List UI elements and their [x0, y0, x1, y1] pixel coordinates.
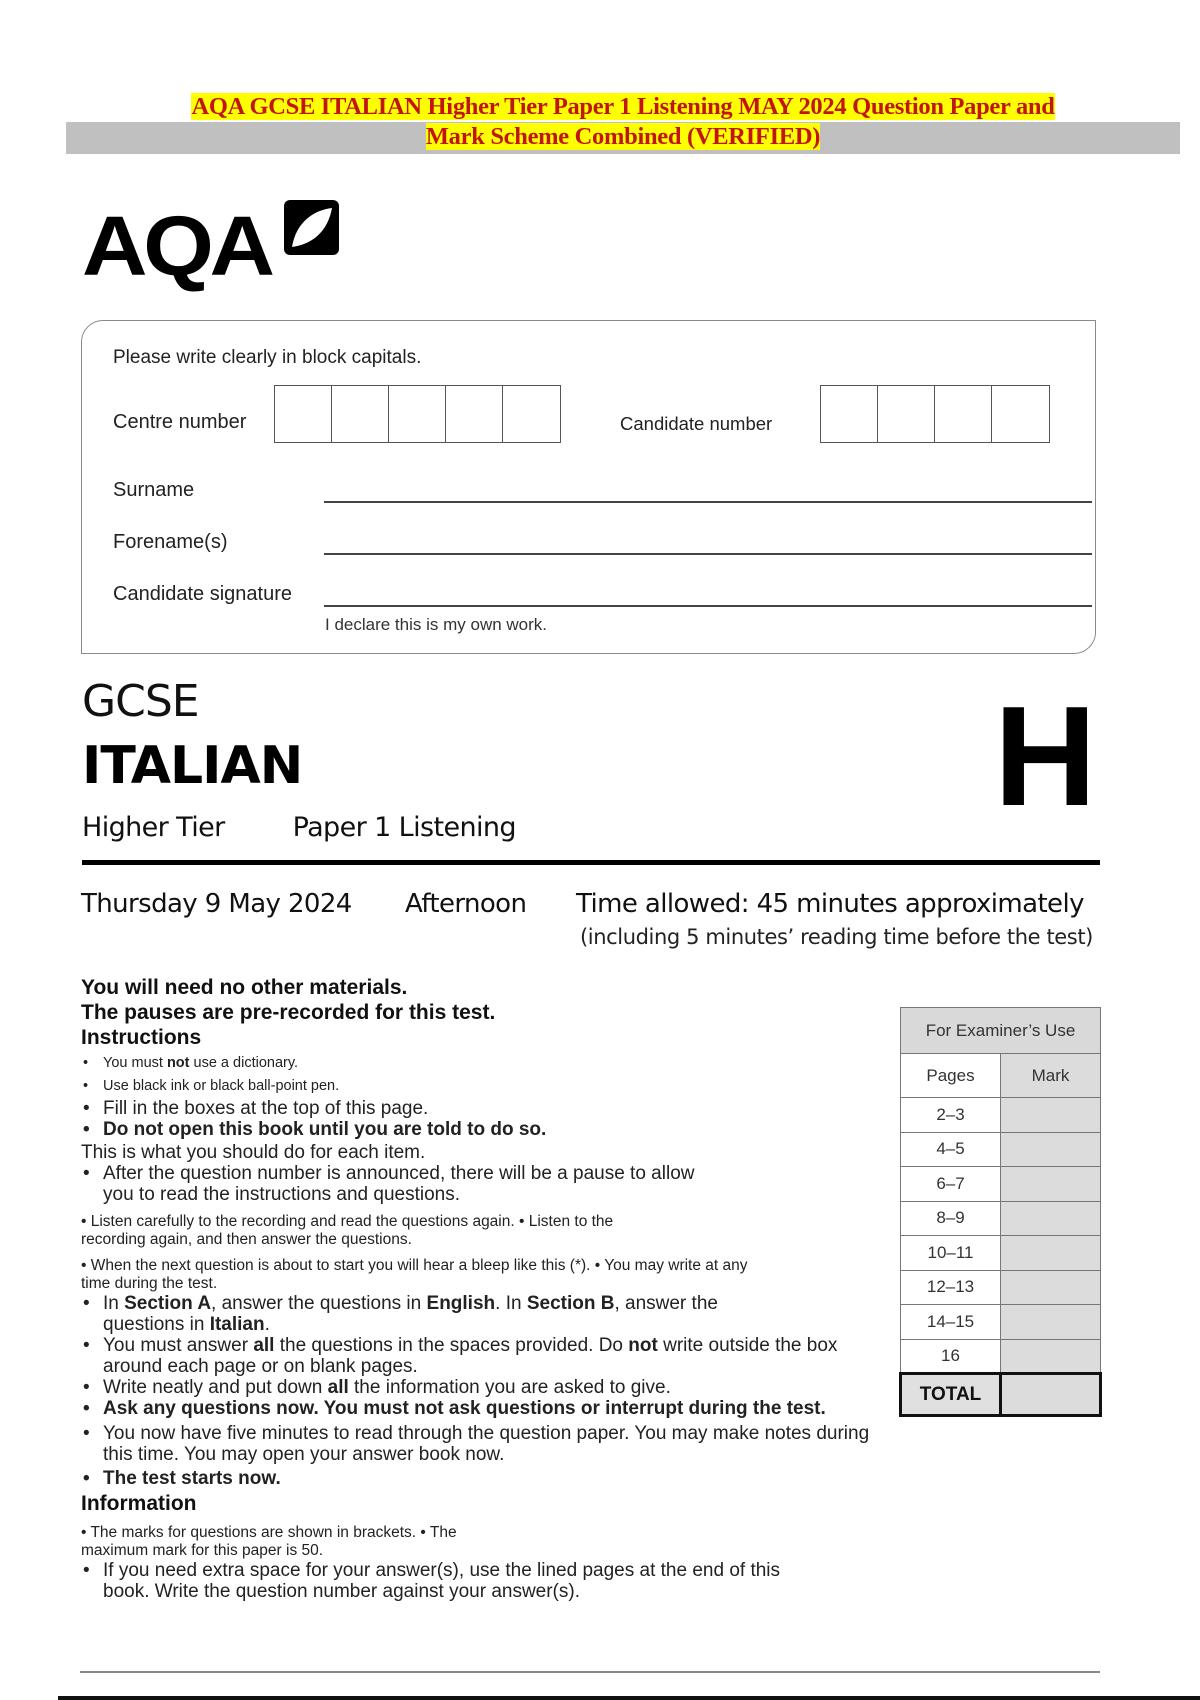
table-row [901, 1098, 1101, 1133]
pages-cell: 14–15 [901, 1305, 1001, 1340]
centre-number-digit-4[interactable] [446, 386, 503, 442]
qualification-title: GCSE [82, 676, 199, 727]
total-row [901, 1374, 1101, 1416]
title-divider [82, 860, 1100, 865]
candidate-number-input[interactable] [820, 385, 1050, 443]
reading-time-note: (including 5 minutes’ reading time before the test) [580, 925, 1093, 949]
candidate-number-digit-2[interactable] [878, 386, 935, 442]
table-row [901, 1339, 1101, 1374]
instructions-heading: Instructions [81, 1026, 202, 1049]
surname-label: Surname [113, 479, 195, 501]
candidate-number-digit-4[interactable] [992, 386, 1049, 442]
declaration-text: I declare this is my own work. [325, 615, 548, 634]
pages-cell: 10–11 [901, 1236, 1001, 1271]
centre-number-input[interactable] [274, 385, 561, 443]
table-row [901, 1167, 1101, 1202]
centre-number-digit-1[interactable] [275, 386, 332, 442]
mark-cell [1001, 1270, 1101, 1305]
total-mark-cell [1001, 1374, 1101, 1416]
banner-line-2: Mark Scheme Combined (VERIFIED) [425, 123, 821, 150]
candidate-number-label: Candidate number [620, 413, 773, 434]
pages-cell: 4–5 [901, 1132, 1001, 1167]
candidate-details-box [81, 320, 1096, 654]
tier-label: Higher Tier [82, 812, 225, 843]
candidate-number-digit-1[interactable] [821, 386, 878, 442]
aqa-logo [82, 200, 352, 295]
aqa-leaf-mark-icon [284, 200, 339, 255]
centre-number-digit-2[interactable] [332, 386, 389, 442]
table-row [901, 1201, 1101, 1236]
document-banner-title [66, 92, 1180, 152]
examiner-use-table [899, 1007, 1102, 1417]
instructions-section [81, 975, 881, 1602]
banner-line-1: AQA GCSE ITALIAN Higher Tier Paper 1 Listening MAY 2024 Question Paper and [191, 93, 1055, 120]
signature-field[interactable] [324, 605, 1092, 607]
table-row [901, 1270, 1101, 1305]
mark-cell [1001, 1132, 1101, 1167]
centre-number-digit-5[interactable] [503, 386, 560, 442]
aqa-logo-text: AQA [82, 199, 271, 293]
signature-label: Candidate signature [113, 583, 293, 605]
subject-title: ITALIAN [82, 736, 303, 796]
pauses-note: The pauses are pre-recorded for this test. [81, 1001, 496, 1024]
footer-divider [80, 1671, 1100, 1673]
centre-number-digit-3[interactable] [389, 386, 446, 442]
mark-column-header: Mark [1001, 1054, 1101, 1098]
table-row [901, 1305, 1101, 1340]
instruction-ask-now: • Ask any questions now. You must not ask questions or interrupt during the test. [81, 1398, 881, 1419]
tier-paper-row [82, 812, 516, 843]
info-marks: • The marks for questions are shown in brackets. • The maximum mark for this paper is 50. [81, 1524, 457, 1559]
instruction-ink: • Use black ink or black ball-point pen. [81, 1077, 881, 1095]
pages-cell: 12–13 [901, 1270, 1001, 1305]
surname-field[interactable] [324, 501, 1092, 503]
pages-cell: 2–3 [901, 1098, 1001, 1133]
materials-note: You will need no other materials. [81, 976, 408, 999]
mark-cell [1001, 1339, 1101, 1374]
instruction-fill-boxes: • Fill in the boxes at the top of this page. [81, 1098, 881, 1119]
mark-cell [1001, 1236, 1101, 1271]
table-row [901, 1236, 1101, 1271]
paper-label: Paper 1 Listening [292, 812, 516, 843]
instruction-dictionary: • You must not use a dictionary. [81, 1054, 881, 1072]
instruction-test-starts: • The test starts now. [81, 1468, 881, 1489]
table-row [901, 1132, 1101, 1167]
forenames-label: Forename(s) [113, 531, 228, 553]
examiner-table-title: For Examiner’s Use [901, 1008, 1101, 1054]
information-heading: Information [81, 1492, 197, 1515]
instruction-listen-carefully: • Listen carefully to the recording and read the questions again. • Listen to the recording again, and then answer the questions. [81, 1213, 614, 1248]
mark-cell [1001, 1305, 1101, 1340]
pages-cell: 6–7 [901, 1167, 1001, 1202]
forenames-field[interactable] [324, 553, 1092, 555]
pages-cell: 8–9 [901, 1201, 1001, 1236]
instruction-write-neatly: • Write neatly and put down all the information you are asked to give. [81, 1377, 881, 1398]
instruction-after-number: • After the question number is announced, there will be a pause to allow you to read the instructions and questions. [81, 1163, 721, 1205]
centre-number-label: Centre number [113, 411, 247, 433]
page-bottom-edge [58, 1696, 1200, 1700]
instruction-answer-all: • You must answer all the questions in the spaces provided. Do not write outside the box around each page or on blank pages. [81, 1335, 861, 1377]
instruction-five-minutes: • You now have five minutes to read through the question paper. You may make notes during this time. You may open your answer book now. [81, 1423, 871, 1465]
time-allowed: Time allowed: 45 minutes approximately [576, 889, 1084, 919]
block-capitals-instruction: Please write clearly in block capitals. [113, 347, 422, 368]
pages-column-header: Pages [901, 1054, 1001, 1098]
instruction-do-not-open: • Do not open this book until you are told to do so. [81, 1119, 881, 1140]
pages-cell: 16 [901, 1339, 1001, 1374]
mark-cell [1001, 1201, 1101, 1236]
mark-cell [1001, 1098, 1101, 1133]
candidate-number-digit-3[interactable] [935, 386, 992, 442]
total-label: TOTAL [901, 1374, 1001, 1416]
exam-session: Afternoon [405, 889, 527, 919]
instruction-sections: • In Section A, answer the questions in English. In Section B, answer the questions in Italian. [81, 1293, 721, 1335]
tier-letter: H [994, 677, 1097, 836]
exam-date: Thursday 9 May 2024 [81, 889, 352, 919]
info-extra-space: • If you need extra space for your answer(s), use the lined pages at the end of this book. Write the question number against your answer(s). [81, 1560, 781, 1602]
instruction-each-item: This is what you should do for each item. [81, 1142, 426, 1163]
instruction-bleep: • When the next question is about to start you will hear a bleep like this (*). • You may write at any time during the test. [81, 1257, 748, 1292]
mark-cell [1001, 1167, 1101, 1202]
